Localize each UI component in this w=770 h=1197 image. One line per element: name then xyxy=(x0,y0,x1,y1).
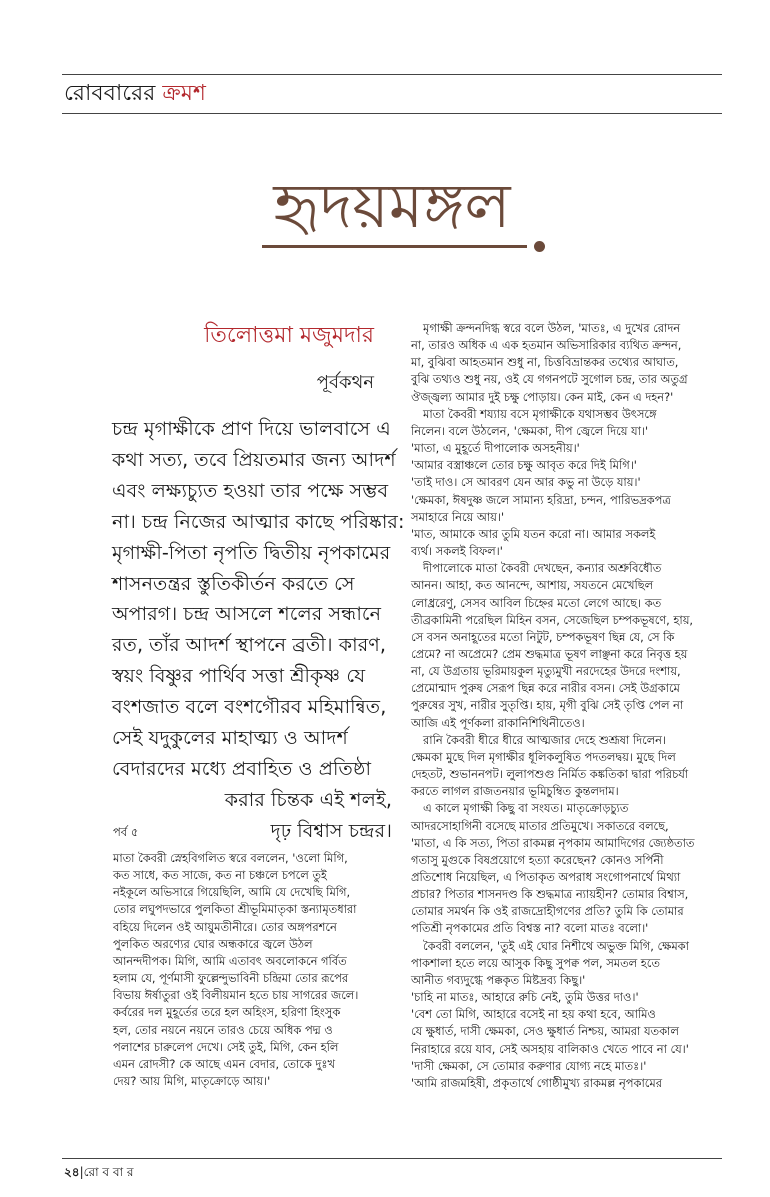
text-line: দেয়? আয় মিগি, মাতৃক্রোড়ে আয়।' xyxy=(113,1074,271,1089)
series-logo xyxy=(222,165,562,270)
intro-line: মৃগাক্ষী-পিতা নৃপতি দ্বিতীয় নৃপকামের xyxy=(112,540,391,564)
text-line: মাতা কৈবরী স্নেহবিগলিত স্বরে বললেন, 'ওলো মিগি, xyxy=(113,851,348,865)
text-line: প্রেমোন্মাদ পুরুষ সেরূপ ছিন্ন করে নারীর বসন। সেই উগ্রকামে xyxy=(411,681,680,696)
text-line: 'দাসী ক্ষেমকা, সে তোমার করুণার যোগ্য নহে মাতঃ।' xyxy=(411,1058,647,1073)
text-line: 'ক্ষেমকা, ঈষদুষ্ণ জলে সামান্য হরিদ্রা, চন্দন, পারিভদ্রকপত্র xyxy=(411,492,671,507)
intro-line: রত, তাঁর আদর্শ স্থাপনে ব্রতী। কারণ, xyxy=(112,633,386,657)
prologue-heading: পূর্বকথন xyxy=(316,372,374,393)
text-line: 'বেশ তো মিগি, আহারে বসেই না হয় কথা হবে, আমিও xyxy=(411,1007,656,1022)
text-line: সমাহারে নিয়ে আয়।' xyxy=(411,509,505,524)
text-line: কত সাধে, কত সাজে, কত না চঞ্চলে চপলে তুই xyxy=(113,868,327,883)
footer-separator: | xyxy=(79,1165,84,1179)
text-line: বুঝি তথ্যও শুধু নয়, ওই যে গগনপটে সুগোল চন্দ্র, তার অতুগ্র xyxy=(411,372,688,387)
text-line: আদরসোহাগিনী বসেছে মাতার প্রতিমুখে। সকাতরে বলছে, xyxy=(411,818,669,833)
text-line: তোমার সমর্থন কি ওই রাজদ্রোহীগণের প্রতি? তুমি কি তোমার xyxy=(411,904,684,919)
text-line: তোর লঘুপদভারে পুলকিতা শ্রীভূমিমাতৃকা স্তন্যামৃতধারা xyxy=(113,902,357,917)
text-line: ক্ষেমকা মুছে দিল মৃগাক্ষীর ধূলিকলুষিত পদতলদ্বয়। মুছে দিল xyxy=(411,749,676,764)
intro-line: চন্দ্র মৃগাক্ষীকে প্রাণ দিয়ে ভালবাসে এ xyxy=(112,417,391,440)
top-rule xyxy=(62,74,722,75)
text-line: পতিশ্রী নৃপকামের প্রতি বিশ্বস্ত না? বলো মাতঃ বলো।' xyxy=(411,921,649,936)
text-line: প্রতিশোধ নিয়েছিল, এ পিতাকৃত অপরাধ সংগোপনার্থে মিথ্যা xyxy=(411,870,681,884)
intro-line: বংশজাত বলে বংশগৌরব মহিমান্বিত, xyxy=(112,695,387,719)
text-line: বিভায় ঈর্ষাতুরা ওই বিলীয়মান হতে চায় সাগরের জলে। xyxy=(113,988,359,1003)
series-logo-text: হৃদয়মঙ্গল xyxy=(273,169,511,242)
text-line: 'আমার বস্ত্রাঞ্চলে তোর চক্ষু আবৃত করে দিই মিগি।' xyxy=(411,458,637,473)
intro-line: অপারগ। চন্দ্র আসলে শলের সন্ধানে xyxy=(112,602,382,626)
text-line: প্রচার? পিতার শাসনদণ্ড কি শুদ্ধমাত্র ন্যায়হীন? তোমার বিশ্বাস, xyxy=(411,887,689,902)
text-line: আজি এই পূর্ণকলা রাকানিশিথিনীতেও। xyxy=(411,715,585,730)
page-footer xyxy=(64,1164,133,1184)
text-line: এমন রোদসী? কে আছে এমন বেদার, তোকে দুঃখ xyxy=(113,1056,335,1071)
section-header xyxy=(64,80,206,108)
text-line: বহিয়ে দিলেন ওই আয়ুমতীনীরে। তোর অঙ্গপরশনে xyxy=(113,919,337,934)
intro-line: করার চিন্তক এই শলই, xyxy=(224,787,392,811)
text-line: 'চাহি না মাতঃ, আহারে রুচি নেই, তুমি উত্তর দাও।' xyxy=(411,990,639,1005)
text-line: দেহতট, শুভাননপট। লুলাপশুগু নির্মিত কঙ্কতিকা দ্বারা পরিচর্যা xyxy=(411,767,689,782)
text-line: পুরুষের সুখ, নারীর সুতৃপ্তি। হায়, মৃগী বুঝি সেই তৃপ্তি পেল না xyxy=(411,698,684,713)
text-line: এ কালে মৃগাক্ষী কিছু বা সংযত। মাতৃক্রোড়চ্যুত xyxy=(423,801,629,816)
intro-line: না। চন্দ্র নিজের আত্মার কাছে পরিষ্কার: xyxy=(112,509,405,533)
magazine-name: রো ব বা র xyxy=(83,1165,134,1179)
text-line: আনন্দদীপক। মিগি, আমি এতাবৎ অবলোকনে গর্বিত xyxy=(113,953,347,968)
header-rule xyxy=(62,113,722,114)
text-line: হল, তোর নয়নে নয়নে তারও চেয়ে অধিক পদ্ম ও xyxy=(113,1022,333,1037)
text-line: লোধ্ররেণু, সেসব আবিল চিহ্নের মতো লেগে আছে। কত xyxy=(411,595,662,610)
text-line: পাকশালা হতে লয়ে আসুক কিছু সুপক্ব পল, সমতল হতে xyxy=(411,955,660,970)
text-line: আনন। আহা, কত আনন্দে, আশায়, সযতনে মেখেছিল xyxy=(411,578,654,593)
text-line: কর্বরের দল মুহূর্তের তরে হল অহিংস, হরিণা হিংসুক xyxy=(113,1005,341,1020)
logo-underline xyxy=(262,245,527,248)
text-line: নিলেন। বলে উঠলেন, 'ক্ষেমকা, দীপ জ্বেলে দিয়ে যা।' xyxy=(411,423,649,438)
text-line: আনীত গব্যদুগ্ধে পক্ককৃত মিষ্টদ্রব্য কিছু।' xyxy=(411,972,586,987)
text-line: যে ক্ষুধার্ত, দাসী ক্ষেমকা, সেও ক্ষুধার্ত নিশ্চয়, আমরা যতকাল xyxy=(411,1024,679,1039)
episode-label: পর্ব ৫ xyxy=(113,825,139,839)
intro-line: দৃঢ় বিশ্বাস চন্দ্রর। xyxy=(270,818,392,842)
text-line: নিরাহারে রয়ে যাব, সেই অসহায় বালিকাও খেতে পাবে না যে।' xyxy=(411,1041,689,1056)
intro-line: সেই যদুকুলের মাহাত্ম্য ও আদর্শ xyxy=(112,726,348,750)
text-line: না, তারও অধিক এ এক হতমান অভিসারিকার ব্যথিত ক্রন্দন, xyxy=(411,338,682,353)
text-line: পুলকিত অরণ্যের ঘোর অন্ধকারে জ্বলে উঠল xyxy=(113,936,313,951)
text-line: পলাশের চারুলেপ দেখে। সেই তুই, মিগি, কেন হলি xyxy=(113,1039,339,1054)
text-line: মৃগাক্ষী ক্রন্দনদিগ্ধ স্বরে বলে উঠল, 'মাতঃ, এ দুখের রোদন xyxy=(423,321,681,335)
text-line: দীপালোকে মাতা কৈবরী দেখছেন, কন্যার অশ্রুবিধৌত xyxy=(423,561,662,576)
section-header-accent: ক্রমশ xyxy=(162,81,206,106)
text-line: ব্যর্থ। সকলই বিফল।' xyxy=(411,544,503,559)
intro-line: বেদারদের মধ্যে প্রবাহিত ও প্রতিষ্ঠা xyxy=(112,756,372,780)
author-name: তিলোত্তমা মজুমদার xyxy=(204,323,374,348)
text-line: 'মাতা, এ কি সত্য, পিতা রাকমল্ল নৃপকাম আমাদিগের জ্যেষ্ঠতাত xyxy=(411,835,695,850)
intro-line: স্বয়ং বিষ্ণুর পার্থিব সত্তা শ্রীকৃষ্ণ যে xyxy=(112,664,366,688)
text-line: না, যে উগ্রতায় ভূরিমায়কুল মৃত্যুমুখী নরদেহের উদরে দংশায়, xyxy=(411,664,681,679)
intro-line: কথা সত্য, তবে প্রিয়তমার জন্য আদর্শ xyxy=(112,447,396,471)
left-column xyxy=(113,850,393,1090)
text-line: মা, বুঝিবা আহতমান শুধু না, চিত্তবিভ্রান্তকর তথ্যের আঘাত, xyxy=(411,355,679,370)
text-line: ঔজ্জ্বল্য আমার দুই চক্ষু পোড়ায়। কেন মাই, কেন এ দহন?' xyxy=(411,389,674,404)
logo-dot xyxy=(534,241,545,252)
text-line: রানি কৈবরী ধীরে ধীরে আত্মজার দেহে শুশ্রূষা দিলেন। xyxy=(423,732,667,747)
text-line: 'মাত, আমাকে আর তুমি যতন করো না। আমার সকলই xyxy=(411,526,656,541)
page-number: ২৪ xyxy=(64,1165,80,1179)
section-header-prefix: রোববারের xyxy=(64,81,163,106)
right-column xyxy=(411,320,695,1092)
text-line: হলাম যে, পূর্ণমাসী ফুল্লেন্দুভাবিনী চন্দ্রিমা তোর রূপের xyxy=(113,971,349,986)
text-line: নইকূলে অভিসারে গিয়েছিলি, আমি যে দেখেছি মিগি, xyxy=(113,885,351,900)
intro-line: এবং লক্ষ্যচ্যুত হওয়া তার পক্ষে সম্ভব xyxy=(112,478,389,502)
text-line: 'আমি রাজমহিষী, প্রকৃতার্থে গোষ্ঠীমুখ্য রাকমল্ল নৃপকামের xyxy=(411,1075,662,1090)
text-line: মাতা কৈবরী শয্যায় বসে মৃগাক্ষীকে যথাসম্ভব উৎসঙ্গে xyxy=(423,406,657,421)
text-line: সে বসন অনাহূতের মতো নিটুট, চম্পকভূষণ ছিন্ন যে, সে কি xyxy=(411,629,675,644)
text-line: করতে লাগল রাজতনয়ার ভূমিচুম্বিত কুন্তলদাম। xyxy=(411,784,619,799)
intro-paragraph xyxy=(112,414,405,847)
text-line: তীব্রকামিনী পরেছিল মিহিন বসন, সেজেছিল চম্পকভূষণে, হায়, xyxy=(411,612,694,627)
text-line: 'তাই দাও। সে আবরণ যেন আর কভু না উড়ে যায়।' xyxy=(411,475,641,490)
footer-rule xyxy=(62,1158,722,1159)
intro-line: শাসনতন্ত্রর স্তুতিকীর্তন করতে সে xyxy=(112,571,355,595)
text-line: কৈবরী বললেন, 'তুই এই ঘোর নিশীথে অভুক্ত মিগি, ক্ষেমকা xyxy=(423,938,689,953)
text-line: প্রেমে? না অপ্রেমে? প্রেম শুদ্ধমাত্র ভূষণ লাঞ্ছনা করে নিবৃত্ত হয় xyxy=(411,646,688,661)
text-line: গতাসু মুগুকে বিষপ্রয়োগে হত্যা করেছেন? কোনও সর্পিনী xyxy=(411,852,664,867)
text-line: 'মাতা, এ মুহূর্তে দীপালোক অসহনীয়।' xyxy=(411,441,580,456)
